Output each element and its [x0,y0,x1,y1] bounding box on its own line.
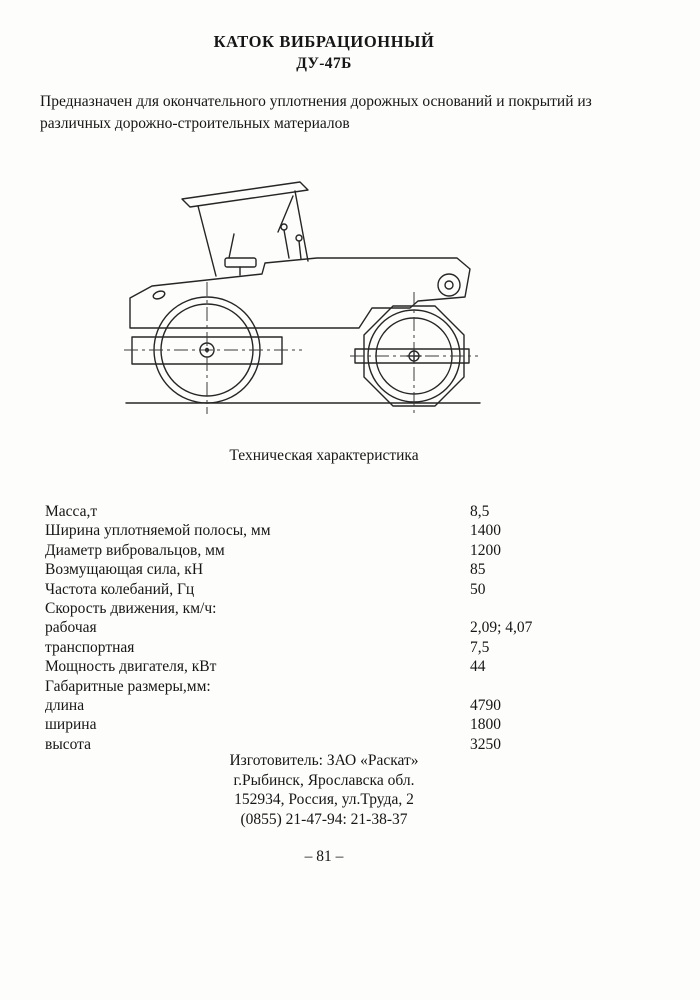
table-row [45,560,630,579]
machine-body [130,258,470,328]
spec-label: Диаметр вибровальцов, мм [45,541,225,559]
spec-value: 3250 [470,735,501,753]
spec-value: 2,09; 4,07 [470,619,533,637]
spec-value: 1200 [470,541,501,559]
spec-value [470,599,630,618]
spec-label: Масса,т [45,503,98,520]
manufacturer-line: (0855) 21-47-94: 21-38-37 [240,810,408,828]
manufacturer-block [0,751,648,829]
table-row [45,618,630,637]
spec-label: высота [45,735,92,753]
page-number: – 81 – [304,848,344,865]
canopy [182,182,308,276]
manufacturer-line: г.Рыбинск, Ярославска обл. [233,771,415,789]
operator-seat [225,234,256,275]
model-number: ДУ-47Б [296,55,352,72]
table-row [45,541,630,560]
roller-diagram [112,166,512,416]
spec-label: Мощность двигателя, кВт [45,658,217,676]
table-row [45,677,630,696]
manufacturer-line: Изготовитель: ЗАО «Раскат» [229,752,419,769]
spec-value: 1800 [470,716,501,734]
spec-label: рабочая [45,619,97,637]
spec-value: 7,5 [470,638,490,656]
spec-label: Возмущающая сила, кН [45,561,204,579]
table-row [45,715,630,734]
table-row [45,580,630,599]
spec-label: Габаритные размеры,мм: [45,677,211,695]
spec-label: Скорость движения, км/ч: [45,599,217,617]
section-heading: Техническая характеристика [229,447,419,464]
spec-table [45,502,630,754]
description-paragraph: Предназначен для окончательного уплотнения дорожных оснований и покрытий из различных дорожно-строительных материалов [40,93,592,133]
spec-value: 8,5 [470,503,490,520]
spec-value: 1400 [470,522,501,540]
spec-label: Частота колебаний, Гц [45,580,195,598]
table-row [45,521,630,540]
table-row [45,502,630,521]
page-title: КАТОК ВИБРАЦИОННЫЙ [213,32,435,51]
title-block [0,32,648,73]
table-row [45,638,630,657]
table-row [45,599,630,618]
spec-value [470,677,630,696]
spec-label: ширина [45,716,97,734]
spec-value: 44 [470,658,486,676]
spec-value: 85 [470,561,486,579]
spec-value: 50 [470,580,486,598]
spec-label: транспортная [45,638,135,656]
table-row [45,657,630,676]
spec-value: 4790 [470,696,501,714]
manufacturer-line: 152934, Россия, ул.Труда, 2 [234,791,414,809]
spec-label: длина [45,696,85,714]
roller-side-view-drawing [112,166,512,416]
spec-label: Ширина уплотняемой полосы, мм [45,522,271,540]
control-levers [281,224,302,259]
table-row [45,696,630,715]
